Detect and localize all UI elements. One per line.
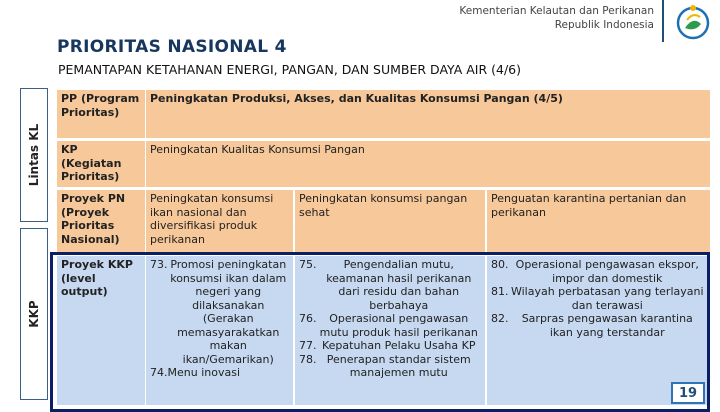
kp-value-cell: Peningkatan Kualitas Konsumsi Pangan (146, 141, 710, 187)
item-number: 75. (299, 258, 317, 271)
side-label-kkp (20, 228, 48, 400)
pn-col3-cell: Penguatan karantina pertanian dan perikanan (487, 190, 710, 252)
item-number: 76. (299, 312, 317, 325)
item-text: Promosi peningkatan konsumsi ikan dalam negeri yang dilaksanakan (Gerakan memasyarakatkan makan ikan/Gemarikan) (170, 258, 287, 366)
page-title: PRIORITAS NASIONAL 4 (57, 37, 287, 57)
side-label-kkp-text: KKP (27, 300, 41, 328)
pp-value-cell: Peningkatan Produksi, Akses, dan Kualitas Konsumsi Pangan (4/5) (146, 90, 710, 138)
item-text: Operasional pengawasan mutu produk hasil perikanan (319, 312, 478, 339)
item-text: Sarpras pengawasan karantina ikan yang terstandar (521, 312, 693, 339)
item-text: Pengendalian mutu, keamanan hasil perikanan dari residu dan bahan berbahaya (326, 258, 472, 312)
item-text: Kepatuhan Pelaku Usaha KP (321, 339, 476, 352)
item-number: 74. (150, 366, 168, 379)
item-number: 82. (491, 312, 509, 325)
pp-label-cell: PP (Program Prioritas) (57, 90, 145, 138)
header-divider (662, 0, 664, 42)
side-label-lintas-kl-text: Lintas KL (27, 123, 41, 187)
page-number: 19 (671, 382, 705, 404)
page-subtitle: PEMANTAPAN KETAHANAN ENERGI, PANGAN, DAN SUMBER DAYA AIR (4/6) (58, 62, 521, 77)
kkp-label-cell: Proyek KKP (level output) (57, 256, 145, 405)
pn-label-cell: Proyek PN (Proyek Prioritas Nasional) (57, 190, 145, 252)
side-label-lintas-kl (20, 88, 48, 222)
ministry-name (459, 4, 654, 32)
item-number: 81. (491, 285, 509, 298)
item-text: Penerapan standar sistem manajemen mutu (326, 352, 471, 379)
kkp-highlight-frame (50, 252, 710, 412)
item-number: 78. (299, 352, 317, 366)
ministry-line-1: Kementerian Kelautan dan Perikanan (459, 5, 654, 17)
kp-label-cell: KP (Kegiatan Prioritas) (57, 141, 145, 187)
item-number: 77. (299, 339, 317, 352)
item-text: Menu inovasi (167, 366, 240, 379)
item-text: Wilayah perbatasan yang terlayani dan terawasi (510, 285, 704, 312)
item-number: 73. (150, 258, 168, 271)
item-text: Operasional pengawasan ekspor, impor dan domestik (515, 258, 699, 285)
item-number: 80. (491, 258, 509, 271)
kkp-logo-icon (673, 2, 713, 42)
ministry-line-2: Republik Indonesia (554, 19, 654, 31)
pn-col2-cell: Peningkatan konsumsi pangan sehat (295, 190, 485, 252)
pn-col1-cell: Peningkatan konsumsi ikan nasional dan diversifikasi produk perikanan (146, 190, 293, 252)
